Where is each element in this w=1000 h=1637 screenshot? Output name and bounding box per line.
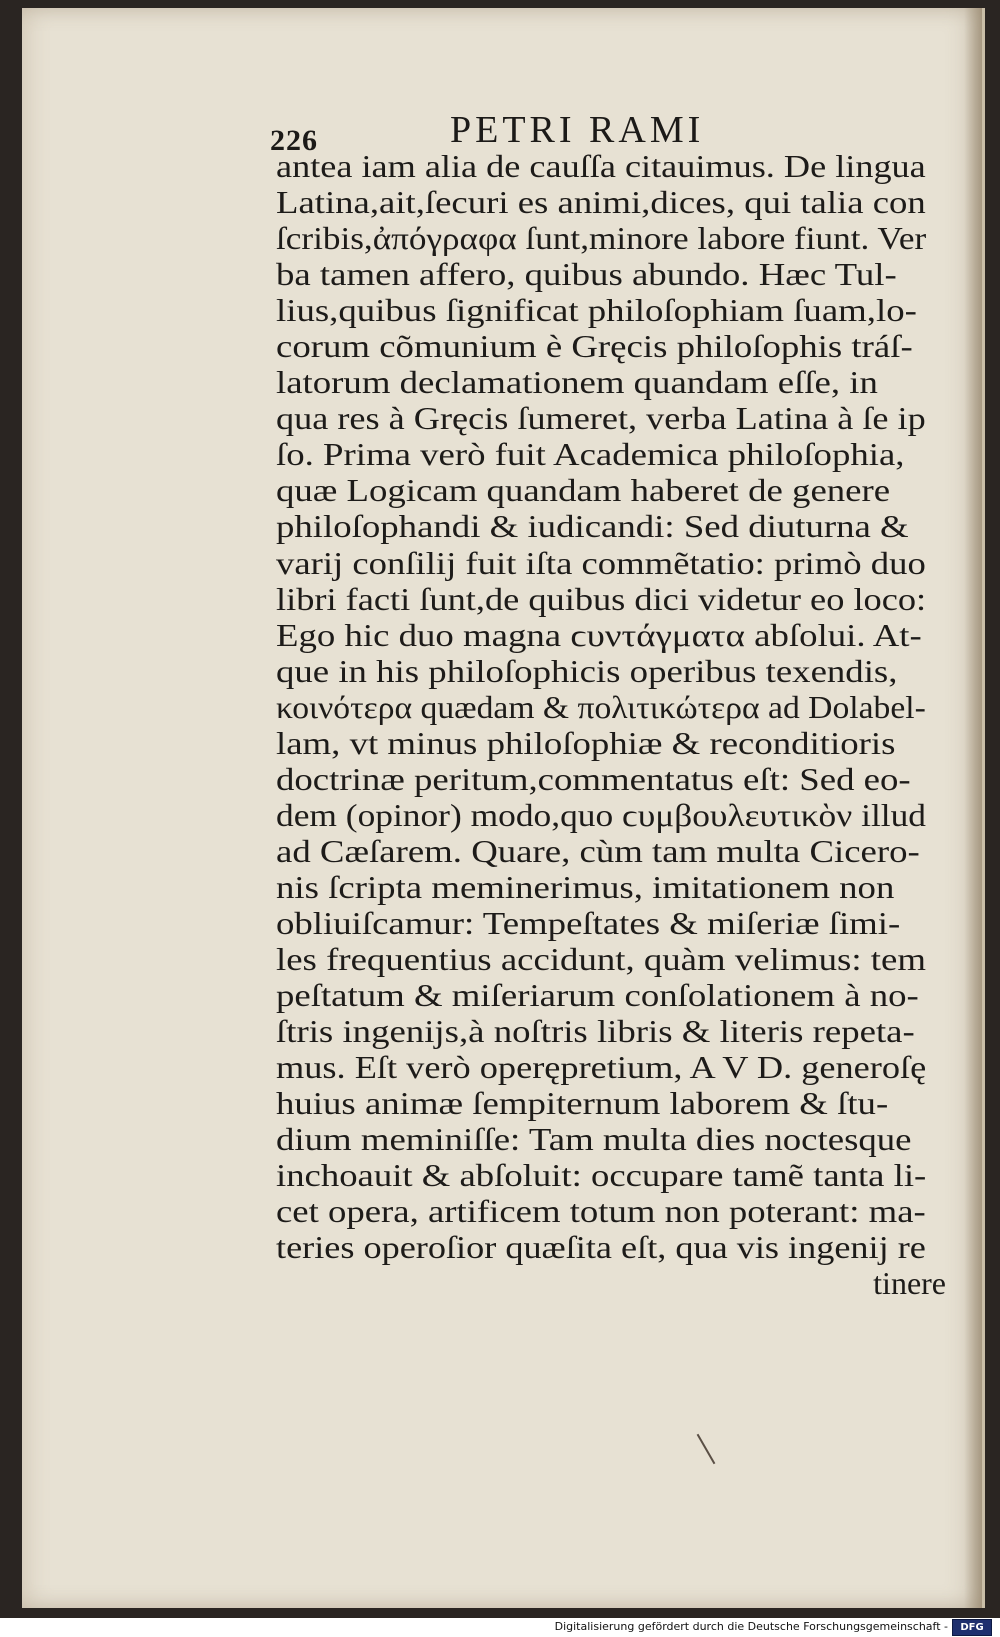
text-line: peſtatum & miſeriarum conſolationem à no- bbox=[276, 977, 919, 1014]
text-line: dem (opinor) modo,quo ϲυμβουλευτικὸν illud bbox=[276, 796, 926, 833]
text-line: Ego hic duo magna ϲυντάγματα abſolui. At- bbox=[276, 616, 922, 653]
body-text bbox=[276, 148, 956, 1302]
running-head: PETRI RAMI bbox=[450, 109, 705, 151]
text-line: obliuiſcamur: Tempeſtates & miſeriæ ſimi- bbox=[276, 904, 901, 941]
footer-bar bbox=[0, 1618, 1000, 1637]
text-line: varij conſilij fuit iſta commẽtatio: primò duo bbox=[276, 544, 926, 581]
text-line: teries operoſior quæſita eſt, qua vis ingenij re bbox=[276, 1229, 926, 1266]
text-line: lam, vt minus philoſophiæ & reconditioris bbox=[276, 724, 896, 761]
text-line: antea iam alia de cauſſa citauimus. De lingua bbox=[276, 148, 926, 184]
catchword: tinere bbox=[873, 1265, 946, 1302]
funding-credit: Digitalisierung gefördert durch die Deutsche Forschungsgemeinschaft - bbox=[554, 1620, 948, 1633]
page-edge-shadow bbox=[964, 8, 982, 1608]
text-line: qua res à Gręcis ſumeret, verba Latina à ſe ip bbox=[276, 400, 926, 437]
text-line: latorum declamationem quandam eſſe, in bbox=[276, 364, 878, 401]
text-line: cet opera, artificem totum non poterant: ma- bbox=[276, 1193, 926, 1230]
text-line: ſo. Prima verò fuit Academica philoſophia, bbox=[276, 436, 905, 473]
text-line: Latina,ait,ſecuri es animi,dices, qui talia con bbox=[276, 184, 926, 221]
dfg-logo: DFG bbox=[952, 1619, 992, 1636]
text-line: ſtris ingenijs,à noſtris libris & literis repeta- bbox=[276, 1013, 915, 1050]
text-line: inchoauit & abſoluit: occupare tamẽ tanta li- bbox=[276, 1157, 927, 1194]
text-line: quæ Logicam quandam haberet de genere bbox=[276, 472, 891, 509]
text-line: ſcribis,ἀπόγραφα ſunt,minore labore fiunt. Ver bbox=[276, 220, 927, 257]
text-line: corum cõmunium è Gręcis philoſophis tráſ- bbox=[276, 328, 913, 365]
text-line: que in his philoſophicis operibus texendis, bbox=[276, 652, 898, 689]
text-line: doctrinæ peritum,commentatus eſt: Sed eo- bbox=[276, 760, 911, 797]
text-line: ad Cæſarem. Quare, cùm tam multa Cicero- bbox=[276, 832, 920, 869]
text-line: ba tamen affero, quibus abundo. Hæc Tul- bbox=[276, 256, 897, 293]
text-line: nis ſcripta meminerimus, imitationem non bbox=[276, 868, 895, 905]
text-line: mus. Eſt verò operępretium, A V D. generoſę bbox=[276, 1049, 927, 1086]
text-line: dium meminiſſe: Tam multa dies noctesque bbox=[276, 1121, 912, 1158]
page-number: 226 bbox=[270, 124, 318, 157]
text-line: philoſophandi & iudicandi: Sed diuturna & bbox=[276, 508, 909, 545]
text-line: lius,quibus ſignificat philoſophiam ſuam,lo- bbox=[276, 292, 917, 329]
text-line: huius animæ ſempiternum laborem & ſtu- bbox=[276, 1085, 889, 1122]
text-line: les frequentius accidunt, quàm velimus: tem bbox=[276, 941, 926, 978]
text-line: κοινότερα quædam & πολιτικώτερα ad Dolabel- bbox=[276, 688, 926, 725]
text-line: libri facti ſunt,de quibus dici videtur eo loco: bbox=[276, 580, 927, 617]
